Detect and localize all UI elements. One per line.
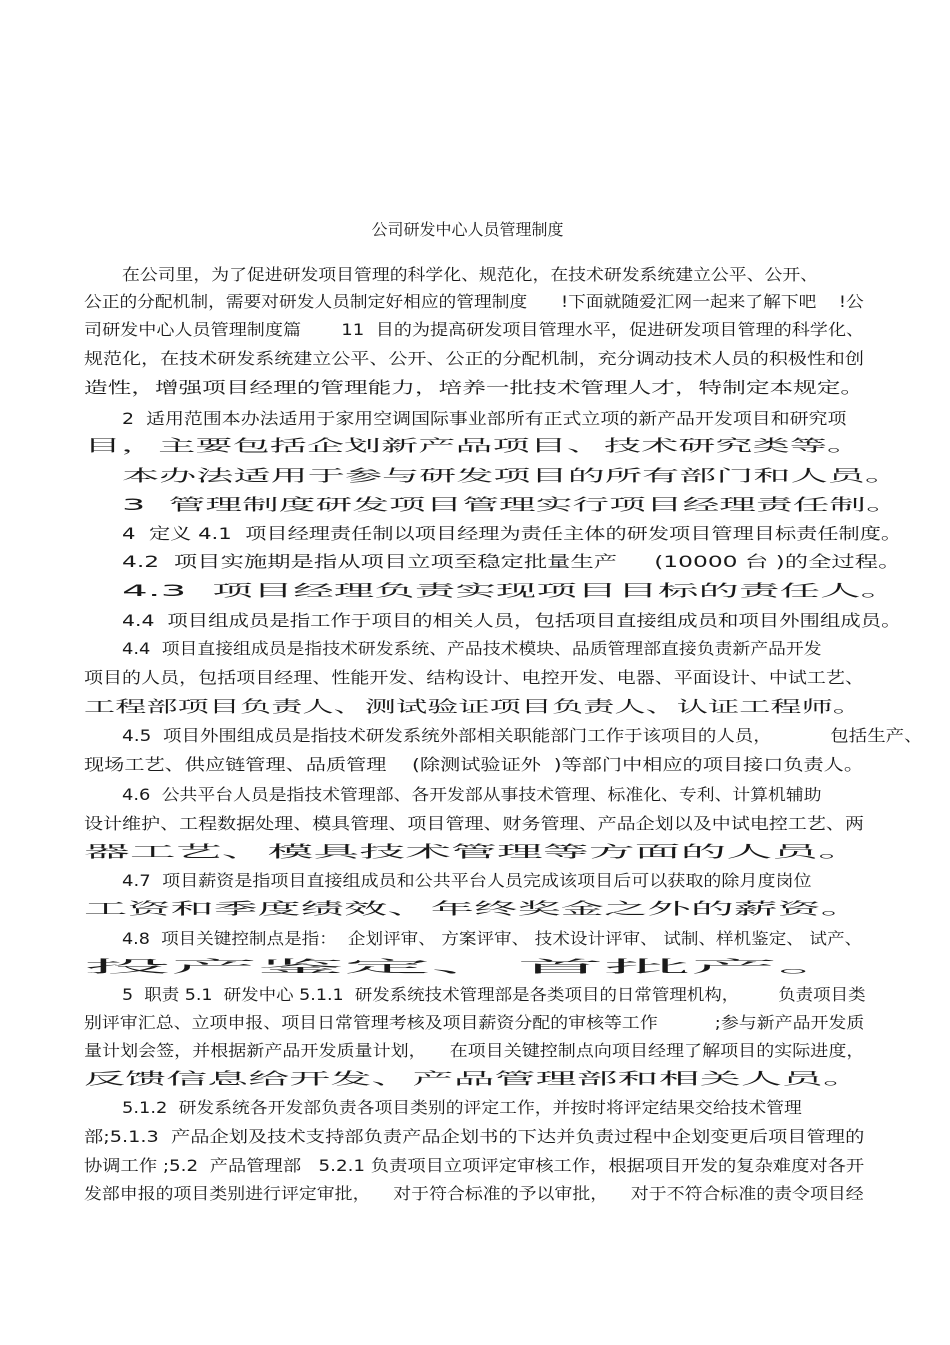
document-title: 公司研发中心人员管理制度 (371, 220, 564, 239)
body-line: 别评审汇总、立项申报、项目日常管理考核及项目薪资分配的审核等工作 ;参与新产品开发质 (84, 1013, 865, 1032)
body-line: 发部申报的项目类别进行评定审批， 对于符合标准的予以审批， 对于不符合标准的责令项目经 (84, 1184, 864, 1203)
body-line: 4 定义 4.1 项目经理责任制以项目经理为责任主体的研发项目管理目标责任制度。 (122, 524, 903, 543)
body-line: 4.5 项目外围组成员是指技术研发系统外部相关职能部门工作于该项目的人员， 包括生产、 (122, 726, 923, 745)
body-line: 部;5.1.3 产品企划及技术支持部负责产品企划书的下达并负责过程中企划变更后项目管理的 (84, 1127, 865, 1146)
body-line: 4.6 公共平台人员是指技术管理部、各开发部从事技术管理、标准化、专利、计算机辅助 (122, 785, 822, 804)
body-line: 规范化，在技术研发系统建立公平、公开、公正的分配机制，充分调动技术人员的积极性和创 (84, 349, 865, 368)
body-line: 5 职责 5.1 研发中心 5.1.1 研发系统技术管理部是各类项目的日常管理机构， 负责项目类 (122, 985, 866, 1004)
body-line: 设计维护、工程数据处理、模具管理、项目管理、财务管理、产品企划以及中试电控工艺、两 (84, 814, 865, 833)
body-line: 投产鉴定、首批产。 (84, 957, 865, 976)
body-line: 4.2 项目实施期是指从项目立项至稳定批量生产 (10000 台 )的全过程。 (122, 552, 902, 571)
body-line: 司研发中心人员管理制度篇 11 目的为提高研发项目管理水平，促进研发项目管理的科学化、 (84, 320, 865, 339)
body-line: 4.7 项目薪资是指项目直接组成员和公共平台人员完成该项目后可以获取的除月度岗位 (122, 871, 812, 890)
body-line: 工资和季度绩效、年终奖金之外的薪资。 (84, 899, 865, 918)
body-line: 4.8 项目关键控制点是指： 企划评审、 方案评审、 技术设计评审、 试制、样机鉴定、 试产、 (122, 929, 863, 948)
body-line: 4.3 项目经理负责实现项目目标的责任人。 (122, 581, 902, 600)
body-line: 2 适用范围本办法适用于家用空调国际事业部所有正式立项的新产品开发项目和研究项 (122, 409, 847, 428)
body-line: 在公司里，为了促进研发项目管理的科学化、规范化，在技术研发系统建立公平、公开、 (122, 265, 819, 284)
body-line: 4.4 项目直接组成员是指技术研发系统、产品技术模块、品质管理部直接负责新产品开发 (122, 639, 822, 658)
body-line: 工程部项目负责人、测试验证项目负责人、认证工程师。 (84, 697, 865, 716)
body-line: 5.1.2 研发系统各开发部负责各项目类别的评定工作，并按时将评定结果交给技术管理 (122, 1098, 802, 1117)
body-line: 项目的人员，包括项目经理、性能开发、结构设计、电控开发、电器、平面设计、中试工艺、 (84, 668, 865, 687)
body-line: 公正的分配机制，需要对研发人员制定好相应的管理制度 !下面就随爱汇网一起来了解下吧 !公 (84, 292, 864, 311)
body-line: 现场工艺、供应链管理、品质管理 (除测试验证外 )等部门中相应的项目接口负责人。 (84, 755, 865, 774)
body-line: 目，主要包括企划新产品项目、技术研究类等。 (84, 436, 865, 455)
body-line: 量计划会签，并根据新产品开发质量计划， 在项目关键控制点向项目经理了解项目的实际进度， (84, 1041, 865, 1060)
body-line: 造性，增强项目经理的管理能力，培养一批技术管理人才，特制定本规定。 (84, 378, 865, 397)
body-line: 3 管理制度研发项目管理实行项目经理责任制。 (122, 495, 903, 514)
body-line: 协调工作 ;5.2 产品管理部 5.2.1 负责项目立项评定审核工作，根据项目开发的复杂难度对各开 (84, 1156, 865, 1175)
body-line: 4.4 项目组成员是指工作于项目的相关人员，包括项目直接组成员和项目外围组成员。 (122, 611, 902, 630)
body-line: 本办法适用于参与研发项目的所有部门和人员。 (122, 466, 903, 485)
body-line: 反馈信息给开发、产品管理部和相关人员。 (84, 1069, 865, 1088)
body-line: 器工艺、模具技术管理等方面的人员。 (84, 842, 865, 861)
